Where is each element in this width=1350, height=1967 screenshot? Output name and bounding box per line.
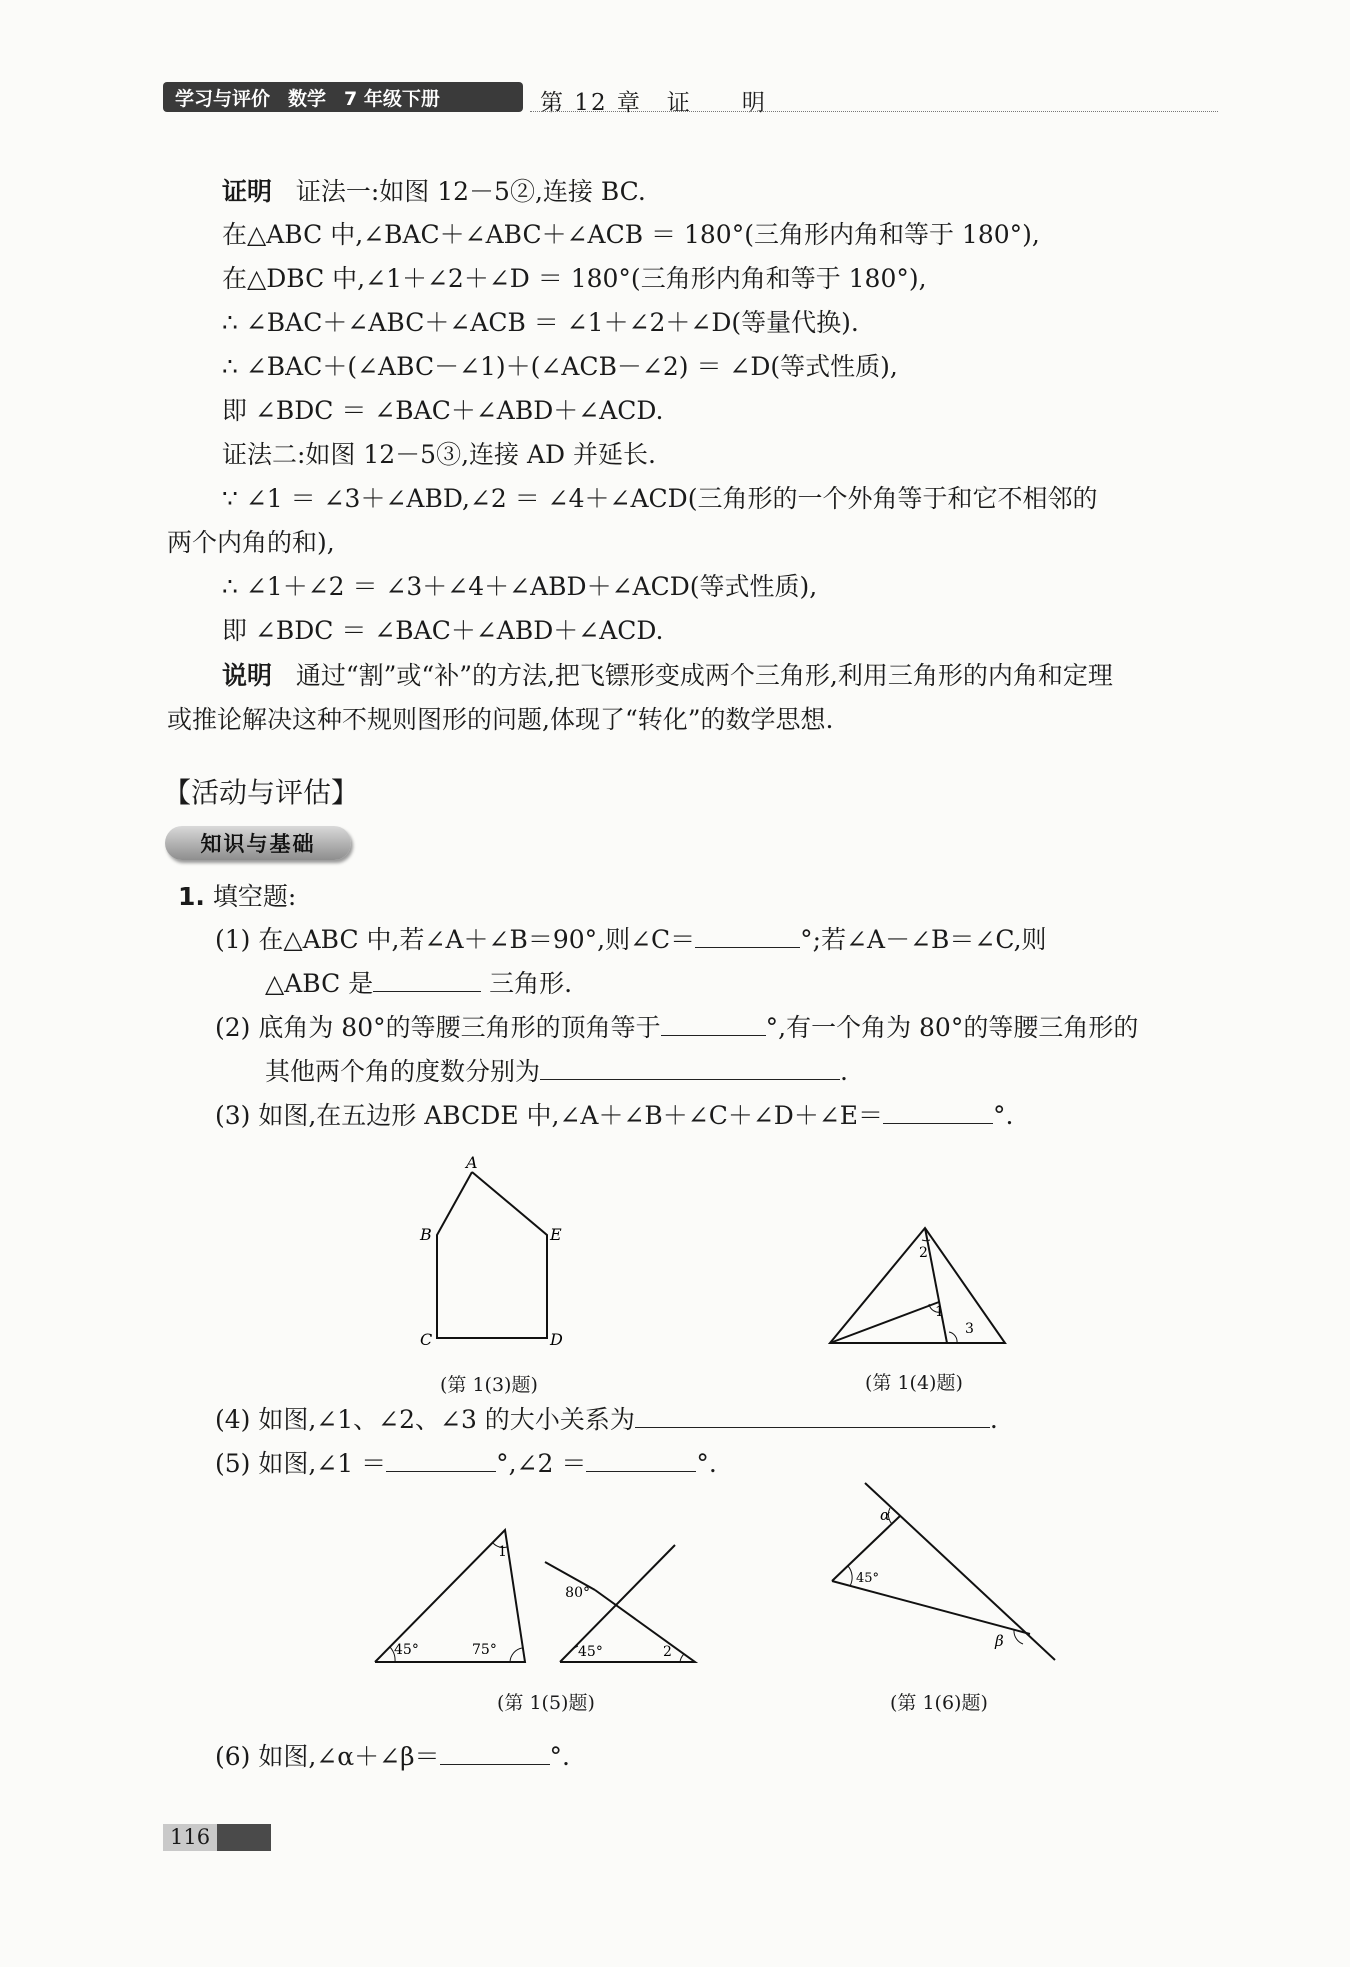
figure-pentagon bbox=[400, 1150, 580, 1390]
angle-arc bbox=[510, 1648, 522, 1662]
angle-label-80: 80° bbox=[565, 1585, 590, 1601]
angle-label-1: 1 bbox=[935, 1304, 944, 1320]
proof-line-10: ∴ ∠1＋∠2 ＝ ∠3＋∠4＋∠ABD＋∠ACD(等式性质), bbox=[222, 572, 818, 601]
note-line-1: 说明 通过“割”或“补”的方法,把飞镖形变成两个三角形,利用三角形的内角和定理 bbox=[222, 661, 1113, 690]
proof-line-7: 证法二:如图 12－5③,连接 AD 并延长. bbox=[222, 440, 656, 469]
pentagon-shape bbox=[437, 1172, 547, 1338]
angle-label-2: 2 bbox=[919, 1245, 928, 1261]
header-chapter: 第 12 章 证 明 bbox=[540, 90, 767, 116]
angle-label-45: 45° bbox=[394, 1642, 419, 1658]
angle-label-2: 2 bbox=[663, 1644, 672, 1660]
header-rule bbox=[530, 111, 1218, 112]
q1-part1-line2: △ABC 是 三角形. bbox=[265, 969, 573, 998]
header-subject: 数学 bbox=[288, 87, 327, 110]
angle-label-75: 75° bbox=[472, 1642, 497, 1658]
answer-blank[interactable] bbox=[373, 969, 481, 992]
angle-arc bbox=[949, 1332, 957, 1343]
header-book: 学习与评价 bbox=[175, 87, 271, 110]
figure-angles-123 bbox=[825, 1220, 1015, 1350]
pentagon-label-b: B bbox=[420, 1225, 432, 1244]
proof-label: 证明 bbox=[222, 177, 273, 206]
q1-part1-line1: (1) 在△ABC 中,若∠A＋∠B＝90°,则∠C＝ °;若∠A－∠B＝∠C,则 bbox=[215, 925, 1047, 954]
section-title: 【活动与评估】 bbox=[163, 776, 360, 809]
section-badge: 知识与基础 bbox=[165, 826, 351, 860]
proof-line-9: 两个内角的和), bbox=[167, 528, 335, 557]
proof-line-5: ∴ ∠BAC＋(∠ABC－∠1)＋(∠ACB－∠2) ＝ ∠D(等式性质), bbox=[222, 352, 898, 381]
proof-line-6: 即 ∠BDC ＝ ∠BAC＋∠ABD＋∠ACD. bbox=[222, 396, 664, 425]
caption-fig-1-3: (第 1(3)题) bbox=[440, 1374, 538, 1396]
running-header-book bbox=[163, 82, 523, 112]
pentagon-label-e: E bbox=[550, 1225, 562, 1244]
angle-arc bbox=[848, 1566, 852, 1586]
angle-label-alpha: α bbox=[880, 1506, 891, 1524]
proof-line-1: 证明 证法一:如图 12－5②,连接 BC. bbox=[222, 177, 646, 206]
pentagon-label-a: A bbox=[466, 1153, 478, 1172]
angle-arc bbox=[922, 1240, 930, 1241]
angle-label-1: 1 bbox=[498, 1544, 507, 1560]
angle-label-beta: β bbox=[995, 1632, 1004, 1650]
figure-angles-6 bbox=[820, 1478, 1070, 1668]
outer-triangle bbox=[830, 1228, 1005, 1343]
q1-heading: 1. 填空题: bbox=[178, 882, 297, 911]
pentagon-label-d: D bbox=[550, 1330, 563, 1349]
angle-label-3: 3 bbox=[965, 1321, 974, 1337]
answer-blank[interactable] bbox=[661, 1013, 766, 1036]
caption-fig-1-6: (第 1(6)题) bbox=[890, 1692, 988, 1714]
answer-blank[interactable] bbox=[386, 1449, 496, 1472]
q1-part3: (3) 如图,在五边形 ABCDE 中,∠A＋∠B＋∠C＋∠D＋∠E＝ °. bbox=[215, 1101, 1014, 1130]
caption-fig-1-5: (第 1(5)题) bbox=[497, 1692, 595, 1714]
q1-part5: (5) 如图,∠1 ＝ °,∠2 ＝ °. bbox=[215, 1449, 717, 1478]
proof-line-4: ∴ ∠BAC＋∠ABC＋∠ACB ＝ ∠1＋∠2＋∠D(等量代换). bbox=[222, 308, 859, 337]
answer-blank[interactable] bbox=[540, 1057, 840, 1080]
note-line-2: 或推论解决这种不规则图形的问题,体现了“转化”的数学思想. bbox=[167, 705, 834, 734]
answer-blank[interactable] bbox=[586, 1449, 696, 1472]
answer-blank[interactable] bbox=[635, 1405, 990, 1428]
q1-part2-line2: 其他两个角的度数分别为 . bbox=[265, 1057, 848, 1086]
pentagon-label-c: C bbox=[420, 1330, 433, 1349]
caption-fig-1-4: (第 1(4)题) bbox=[865, 1372, 963, 1394]
q1-part6: (6) 如图,∠α＋∠β＝ °. bbox=[215, 1742, 570, 1771]
proof-line-2: 在△ABC 中,∠BAC＋∠ABC＋∠ACB ＝ 180°(三角形内角和等于 180°), bbox=[222, 220, 1040, 249]
answer-blank[interactable] bbox=[440, 1742, 550, 1765]
answer-blank[interactable] bbox=[695, 925, 800, 948]
answer-blank[interactable] bbox=[883, 1101, 993, 1124]
proof-line-11: 即 ∠BDC ＝ ∠BAC＋∠ABD＋∠ACD. bbox=[222, 616, 664, 645]
angle-label-45: 45° bbox=[856, 1571, 880, 1586]
angle-arc bbox=[680, 1654, 684, 1662]
header-grade: 7 年级下册 bbox=[344, 87, 440, 110]
q1-part2-line1: (2) 底角为 80°的等腰三角形的顶角等于 °,有一个角为 80°的等腰三角形的 bbox=[215, 1013, 1139, 1042]
q1-part4: (4) 如图,∠1、∠2、∠3 的大小关系为 . bbox=[215, 1405, 998, 1434]
note-label: 说明 bbox=[222, 661, 273, 690]
page-number: 116 bbox=[170, 1825, 211, 1849]
proof-line-3: 在△DBC 中,∠1＋∠2＋∠D ＝ 180°(三角形内角和等于 180°), bbox=[222, 264, 927, 293]
lower-line bbox=[832, 1581, 1030, 1634]
proof-line-8: ∵ ∠1 ＝ ∠3＋∠ABD,∠2 ＝ ∠4＋∠ACD(三角形的一个外角等于和它不相邻的 bbox=[222, 484, 1098, 513]
figure-angles-5 bbox=[370, 1520, 740, 1670]
angle-label-45: 45° bbox=[578, 1644, 603, 1660]
